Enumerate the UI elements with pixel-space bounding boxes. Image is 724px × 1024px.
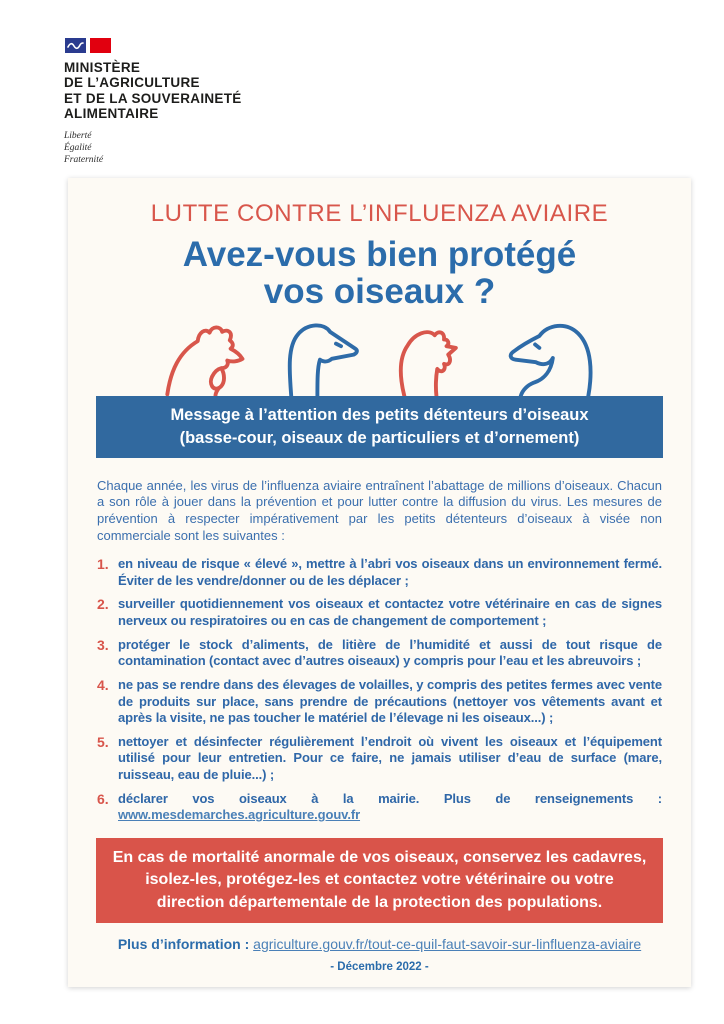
french-flag-icon bbox=[65, 38, 242, 53]
ministry-line: MINISTÈRE bbox=[64, 60, 141, 75]
audience-banner-line1: Message à l’attention des petits détenteurs d’oiseaux bbox=[170, 406, 589, 425]
list-item-number: 6. bbox=[97, 790, 109, 807]
motto-line: Égalité bbox=[64, 142, 92, 153]
list-item-text: nettoyer et désinfecter régulièrement l’endroit où vivent les oiseaux et l’équipement utilisé pour leur entretien. Pour ce faire, ne jamais utiliser d’eau de surface (mare, ruisseau, eau de pluie...) ; bbox=[118, 733, 662, 783]
list-item-number: 5. bbox=[97, 733, 109, 750]
goose-outline-icon bbox=[277, 320, 373, 396]
ministry-line: DE L’AGRICULTURE bbox=[64, 75, 200, 91]
list-item-text: protéger le stock d’aliments, de litière de l’humidité et aussi de tout risque de contamination (contact avec d’autres oiseaux) y compris pour l’eau et les abreuvoirs ; bbox=[118, 636, 662, 669]
list-item bbox=[97, 556, 662, 589]
marianne-icon bbox=[67, 40, 84, 51]
list-item-text: surveiller quotidiennement vos oiseaux et contactez votre vétérinaire en cas de signes nerveux ou respiratoires ou en cas de changement de comportement ; bbox=[118, 596, 662, 629]
publication-date: - Décembre 2022 - bbox=[330, 961, 429, 974]
more-info-label: Plus d’information : bbox=[117, 936, 250, 953]
list-item-text: en niveau de risque « élevé », mettre à l’abri vos oiseaux dans un environnement fermé. Éviter de les vendre/donner ou de les déplacer ; bbox=[118, 556, 662, 588]
list-item-text-prefix: déclarer vos oiseaux à la mairie. Plus de renseignements : bbox=[118, 790, 662, 806]
list-item bbox=[97, 677, 662, 727]
list-item-number: 1. bbox=[97, 556, 109, 573]
duck-outline-icon bbox=[499, 320, 605, 396]
list-item-number: 3. bbox=[97, 636, 109, 653]
list-item bbox=[97, 637, 662, 670]
republic-motto bbox=[64, 130, 242, 167]
more-info-line bbox=[68, 936, 691, 952]
ministry-name bbox=[64, 60, 242, 122]
poster-title bbox=[68, 236, 691, 310]
mesdemarches-link[interactable]: www.mesdemarches.agriculture.gouv.fr bbox=[118, 807, 361, 823]
list-item-number: 2. bbox=[97, 596, 109, 613]
chicken-outline-icon bbox=[155, 320, 259, 396]
turkey-outline-icon bbox=[391, 320, 481, 396]
measures-list bbox=[97, 556, 662, 824]
list-item bbox=[97, 791, 662, 824]
flag-red-panel bbox=[90, 38, 111, 53]
poster-title-line1: Avez-vous bien protégé bbox=[182, 235, 577, 274]
poster-title-line2: vos oiseaux ? bbox=[263, 272, 496, 312]
campaign-surtitle: LUTTE CONTRE L’INFLUENZA AVIAIRE bbox=[150, 200, 609, 227]
list-item bbox=[97, 596, 662, 629]
ministry-line: ET DE LA SOUVERAINETÉ bbox=[64, 90, 242, 106]
bird-illustrations bbox=[68, 320, 691, 396]
audience-banner-line2: (basse-cour, oiseaux de particuliers et d’ornement) bbox=[179, 428, 580, 447]
list-item bbox=[97, 734, 662, 784]
ministry-logo bbox=[64, 38, 242, 167]
list-item-number: 4. bbox=[97, 676, 109, 693]
intro-paragraph: Chaque année, les virus de l’influenza aviaire entraînent l’abattage de millions d’oiseaux. Chacun a son rôle à jouer dans la prévention et pour lutter contre la diffusion du virus. Les mesures de prévention à respecter impérativement par les petits détenteurs d’oiseaux à visée non commerciale sont les suivantes : bbox=[97, 477, 662, 543]
motto-line: Fraternité bbox=[64, 155, 104, 166]
list-item-text: ne pas se rendre dans des élevages de volailles, y compris des petites fermes avec vente de produits sur place, sans prendre de précautions (nettoyer vos vêtements avant et après la visite, ne pas toucher le matériel de l’élevage ni les oiseaux...) ; bbox=[118, 676, 662, 726]
poster-card bbox=[68, 178, 691, 987]
list-item-text bbox=[118, 791, 662, 824]
flag-blue-panel bbox=[65, 38, 86, 53]
audience-banner bbox=[96, 396, 663, 458]
agriculture-gouv-link[interactable]: agriculture.gouv.fr/tout-ce-quil-faut-savoir-sur-linfluenza-aviaire bbox=[253, 936, 642, 953]
ministry-line: ALIMENTAIRE bbox=[64, 106, 159, 122]
mortality-alert-banner: En cas de mortalité anormale de vos oiseaux, conservez les cadavres, isolez-les, protégez-les et contactez votre vétérinaire ou votre direction départementale de la protection des populations. bbox=[96, 838, 663, 923]
motto-line: Liberté bbox=[64, 130, 92, 141]
